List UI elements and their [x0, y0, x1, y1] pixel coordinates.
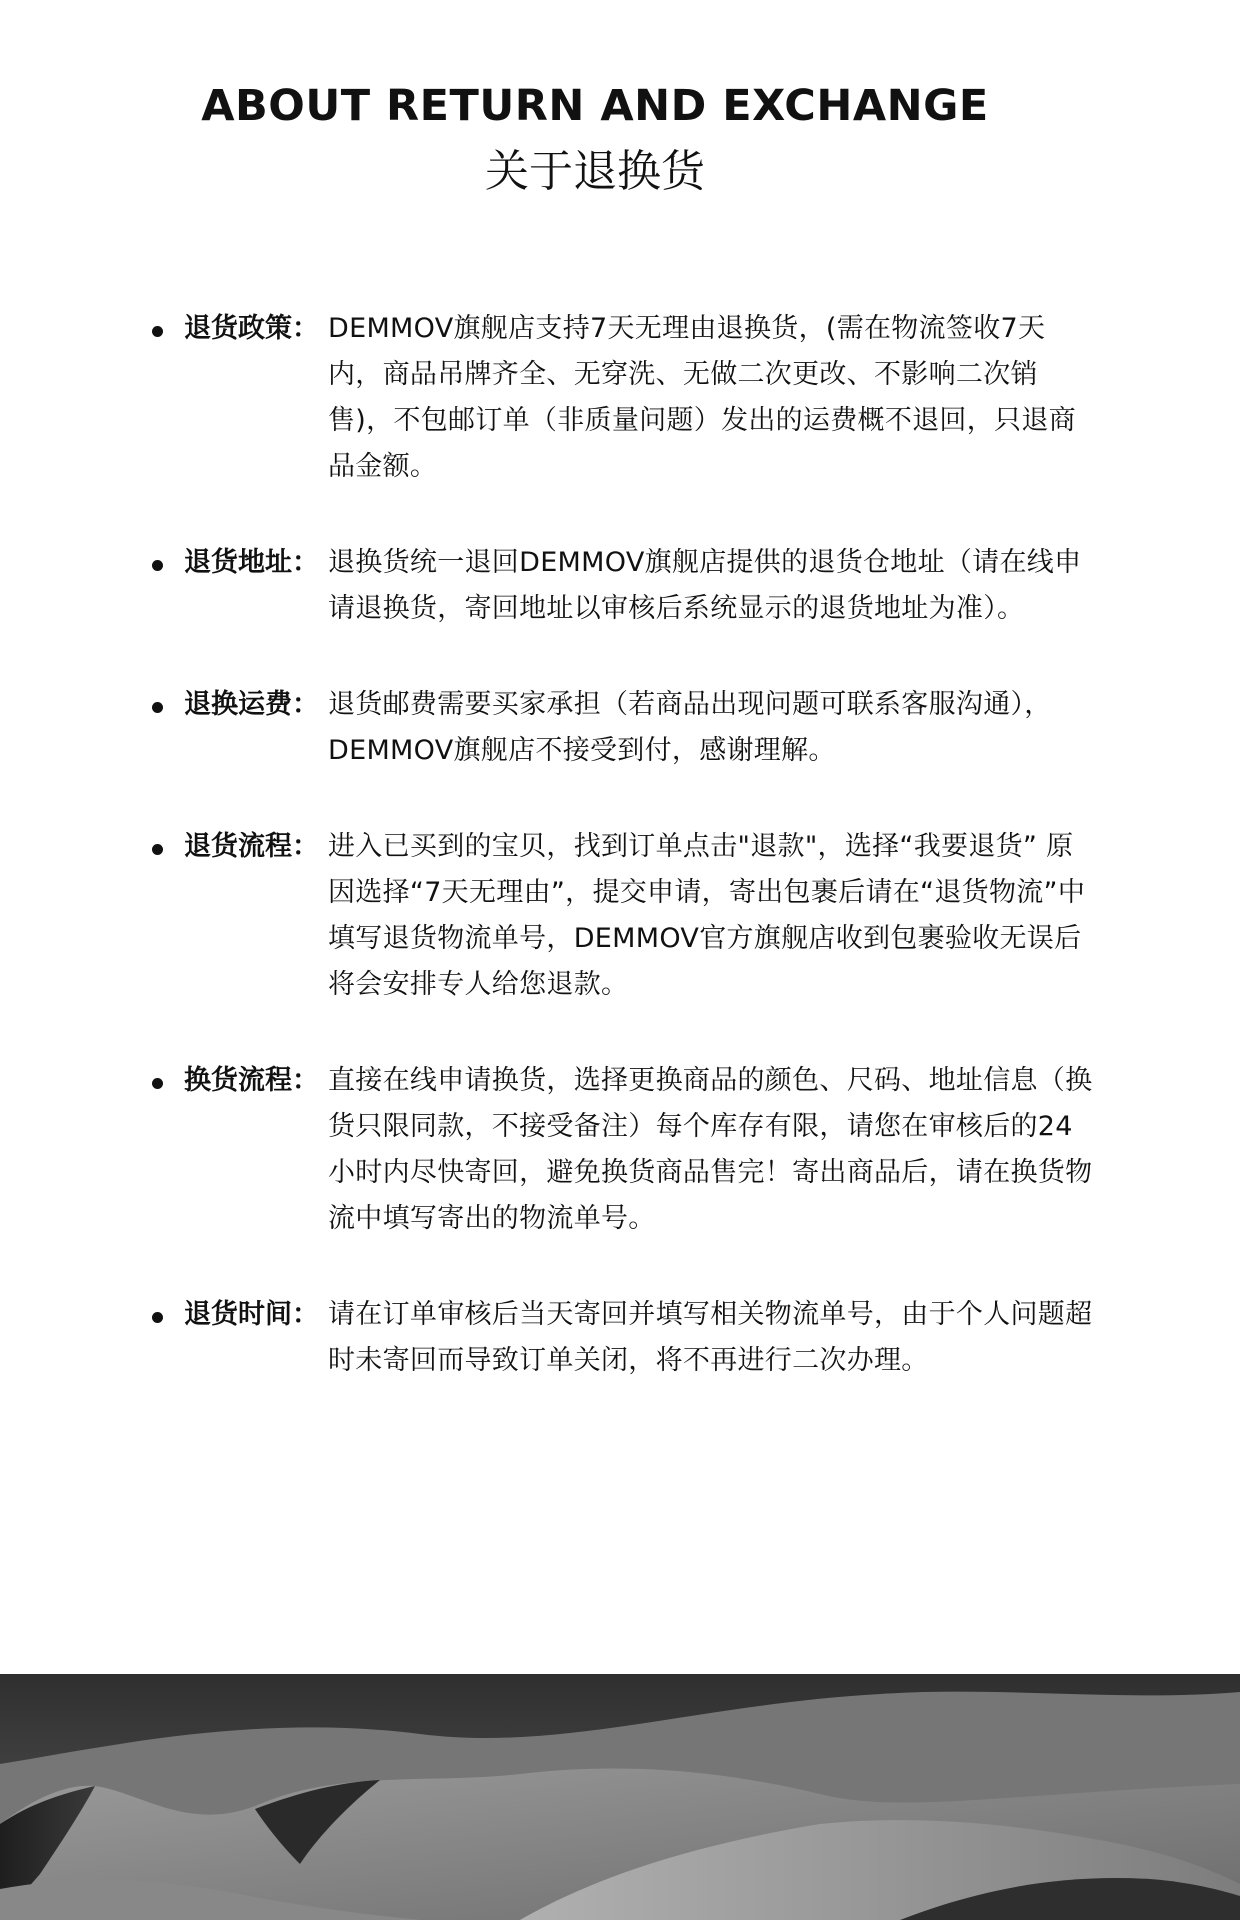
policy-text: 退换货统一退回DEMMOV旗舰店提供的退货仓地址（请在线申请退换货，寄回地址以审核后系统显示的退货地址为准）。 [328, 547, 1082, 624]
policy-item-shipping-fee [148, 682, 1098, 774]
bullet-icon [148, 1058, 184, 1104]
policy-label: 退货流程： [184, 831, 319, 862]
title-chinese: 关于退换货 [485, 146, 705, 197]
policy-item-return-time [148, 1292, 1098, 1384]
policy-text: 直接在线申请换货，选择更换商品的颜色、尺码、地址信息（换货只限同款，不接受备注）每个库存有限，请您在审核后的24小时内尽快寄回，避免换货商品售完！寄出商品后，请在换货物流中填写寄出的物流单号。 [328, 1065, 1093, 1234]
policy-text: 退货邮费需要买家承担（若商品出现问题可联系客服沟通），DEMMOV旗舰店不接受到付，感谢理解。 [328, 689, 1052, 766]
policy-item-return-process [148, 824, 1098, 1008]
policy-list [148, 306, 1098, 1384]
policy-label: 退货地址： [184, 547, 319, 578]
policy-text: 进入已买到的宝贝，找到订单点击"退款"，选择“我要退货” 原因选择“7天无理由”，提交申请，寄出包裹后请在“退货物流”中填写退货物流单号，DEMMOV官方旗舰店收到包裹验收无误后将会安排专人给您退款。 [328, 831, 1086, 1000]
bullet-icon [148, 824, 184, 870]
policy-label: 退换运费： [184, 689, 319, 720]
desert-dunes-image [0, 1674, 1240, 1920]
policy-label: 退货政策： [184, 313, 319, 344]
bullet-icon [148, 1292, 184, 1338]
header [0, 78, 1190, 202]
policy-item-return-policy [148, 306, 1098, 490]
bullet-icon [148, 682, 184, 728]
policy-text: DEMMOV旗舰店支持7天无理由退换货，(需在物流签收7天内，商品吊牌齐全、无穿洗、无做二次更改、不影响二次销售)，不包邮订单（非质量问题）发出的运费概不退回，只退商品金额。 [328, 313, 1076, 482]
bullet-icon [148, 540, 184, 586]
policy-label: 退货时间： [184, 1299, 319, 1330]
bullet-icon [148, 306, 184, 352]
policy-text: 请在订单审核后当天寄回并填写相关物流单号，由于个人问题超时未寄回而导致订单关闭，将不再进行二次办理。 [328, 1299, 1093, 1376]
title-english: ABOUT RETURN AND EXCHANGE [201, 81, 989, 131]
policy-label: 换货流程： [184, 1065, 319, 1096]
policy-item-return-address [148, 540, 1098, 632]
policy-item-exchange-process [148, 1058, 1098, 1242]
dunes-illustration [0, 1674, 1240, 1920]
